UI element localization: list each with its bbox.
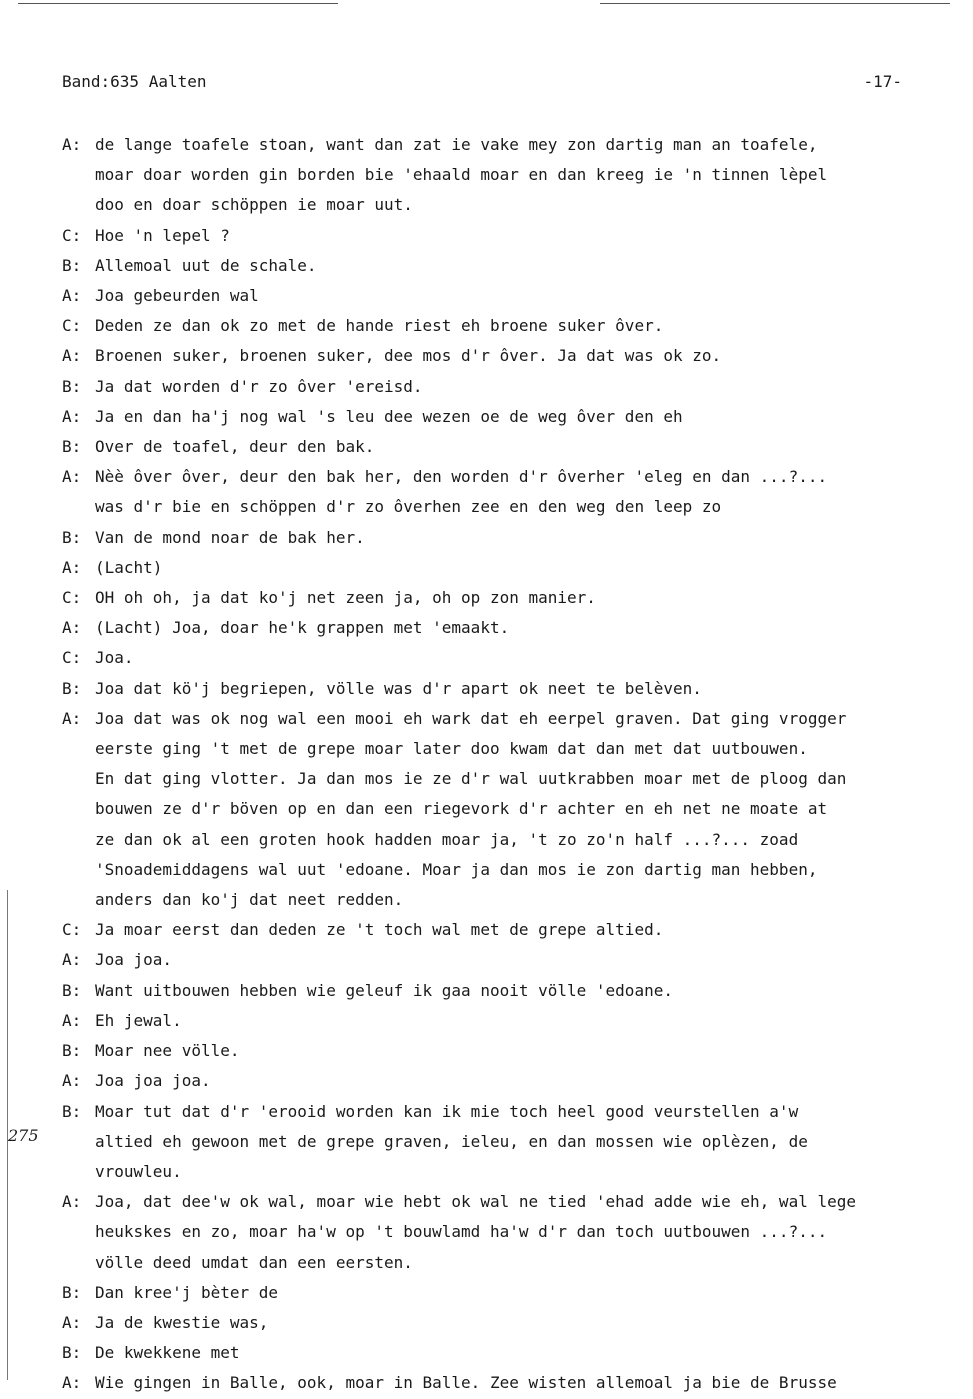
speaker-label: A: — [62, 135, 82, 154]
utterance-line: De kwekkene met — [95, 1343, 240, 1363]
utterance-line: Ja en dan ha'j nog wal 's leu dee wezen oe de weg ôver den eh — [95, 406, 683, 426]
utterance-line: Wie gingen in Balle, ook, moar in Balle. Zee wisten allemoal ja bie de Brusse — [95, 1373, 837, 1393]
dialogue-turn — [62, 1308, 962, 1338]
speaker-label: B: — [62, 376, 82, 396]
dialogue-turn — [62, 341, 962, 371]
dialogue-turn — [62, 402, 962, 432]
utterance-line: 'Snoademiddagens wal uut 'edoane. Moar ja dan mos ie zon dartig man hebben, — [95, 859, 818, 879]
top-rule-right — [600, 3, 950, 4]
dialogue-turn — [62, 221, 962, 251]
speaker-label: B: — [62, 1343, 82, 1363]
utterance-line: Joa joa. — [95, 950, 173, 970]
speaker-label: B: — [62, 980, 82, 1000]
utterance-line: Over de toafel, deur den bak. — [95, 437, 375, 457]
speaker-label: B: — [62, 678, 82, 698]
dialogue-turn — [62, 704, 962, 915]
utterance-line: En dat ging vlotter. Ja dan mos ie ze d'r wal uutkrabben moar met de ploog dan — [95, 769, 847, 789]
dialogue-turn — [62, 1338, 962, 1368]
dialogue-turn — [62, 1036, 962, 1066]
speaker-label: B: — [62, 1101, 82, 1121]
dialogue-turn — [62, 945, 962, 975]
utterance-line: Want uitbouwen hebben wie geleuf ik gaa nooit völle 'edoane. — [95, 980, 673, 1000]
speaker-label: C: — [62, 225, 82, 245]
speaker-label: A: — [62, 346, 82, 366]
dialogue-turn — [62, 1006, 962, 1036]
utterance-line: altied eh gewoon met de grepe graven, ieleu, en dan mossen wie oplèzen, de — [95, 1131, 808, 1151]
dialogue-turn — [62, 915, 962, 945]
header-title: Band:635 Aalten — [62, 72, 207, 91]
utterance-line: de lange toafele stoan, want dan zat ie vake mey zon dartig man an toafele, — [95, 135, 818, 154]
utterance-line: Broenen suker, broenen suker, dee mos d'r ôver. Ja dat was ok zo. — [95, 346, 722, 366]
dialogue-turn — [62, 1187, 962, 1278]
speaker-label: B: — [62, 437, 82, 457]
speaker-label: A: — [62, 708, 82, 728]
utterance-line: Deden ze dan ok zo met de hande riest eh broene suker ôver. — [95, 316, 664, 336]
utterance-line: Joa dat was ok nog wal een mooi eh wark dat eh eerpel graven. Dat ging vrogger — [95, 708, 847, 728]
dialogue-turn — [62, 583, 962, 613]
utterance-line: Joa gebeurden wal — [95, 286, 259, 306]
speaker-label: A: — [62, 406, 82, 426]
transcript — [62, 130, 962, 1399]
dialogue-turn — [62, 523, 962, 553]
dialogue-turn — [62, 251, 962, 281]
page-header — [62, 72, 952, 94]
dialogue-turn — [62, 976, 962, 1006]
dialogue-turn — [62, 462, 962, 522]
dialogue-turn — [62, 643, 962, 673]
speaker-label: A: — [62, 618, 82, 638]
speaker-label: A: — [62, 286, 82, 306]
utterance-line: Moar nee völle. — [95, 1041, 240, 1061]
page-number: -17- — [863, 72, 902, 91]
utterance-line: Dan kree'j bèter de — [95, 1282, 279, 1302]
utterance-line: Hoe 'n lepel ? — [95, 225, 230, 245]
utterance-line: ze dan ok al een groten hook hadden moar ja, 't zo zo'n half ...?... zoad — [95, 829, 799, 849]
utterance-line: (Lacht) — [95, 557, 163, 577]
utterance-line: bouwen ze d'r böven op en dan een riegevork d'r achter en eh net ne moate at — [95, 799, 828, 819]
speaker-label: A: — [62, 1373, 82, 1393]
speaker-label: C: — [62, 588, 82, 608]
dialogue-turn — [62, 281, 962, 311]
utterance-line: Ja dat worden d'r zo ôver 'ereisd. — [95, 376, 423, 396]
dialogue-turn — [62, 311, 962, 341]
dialogue-turn — [62, 1368, 962, 1398]
utterance-line: Joa, dat dee'w ok wal, moar wie hebt ok wal ne tied 'ehad adde wie eh, wal lege — [95, 1192, 856, 1212]
speaker-label: B: — [62, 527, 82, 547]
utterance-line: völle deed umdat dan een eersten. — [95, 1252, 413, 1272]
top-rule-left — [18, 3, 338, 4]
utterance-line: Van de mond noar de bak her. — [95, 527, 365, 547]
utterance-line: OH oh oh, ja dat ko'j net zeen ja, oh op zon manier. — [95, 588, 596, 608]
speaker-label: A: — [62, 1010, 82, 1030]
speaker-label: A: — [62, 467, 82, 487]
dialogue-turn — [62, 1066, 962, 1096]
utterance-line: anders dan ko'j dat neet redden. — [95, 890, 404, 910]
dialogue-turn — [62, 432, 962, 462]
utterance-line: Joa dat kö'j begriepen, völle was d'r apart ok neet te belèven. — [95, 678, 702, 698]
utterance-line: Joa. — [95, 648, 134, 668]
speaker-label: A: — [62, 1312, 82, 1332]
speaker-label: C: — [62, 316, 82, 336]
utterance-line: Nèè ôver ôver, deur den bak her, den worden d'r ôverher 'eleg en dan ...?... — [95, 467, 828, 487]
speaker-label: B: — [62, 255, 82, 275]
utterance-line: Joa joa joa. — [95, 1071, 211, 1091]
utterance-line: vrouwleu. — [95, 1161, 182, 1181]
speaker-label: C: — [62, 920, 82, 940]
speaker-label: A: — [62, 950, 82, 970]
utterance-line: Allemoal uut de schale. — [95, 255, 317, 275]
dialogue-turn — [62, 372, 962, 402]
margin-note: 275 — [8, 1126, 39, 1145]
dialogue-turn — [62, 1278, 962, 1308]
dialogue-turn — [62, 613, 962, 643]
utterance-line: (Lacht) Joa, doar he'k grappen met 'emaakt. — [95, 618, 510, 638]
utterance-line: moar doar worden gin borden bie 'ehaald moar en dan kreeg ie 'n tinnen lèpel — [95, 165, 828, 185]
utterance-line: Ja moar eerst dan deden ze 't toch wal met de grepe altied. — [95, 920, 664, 940]
utterance-line: Ja de kwestie was, — [95, 1312, 269, 1332]
utterance-line: doo en doar schöppen ie moar uut. — [95, 195, 413, 215]
speaker-label: A: — [62, 1192, 82, 1212]
utterance-line: eerste ging 't met de grepe moar later doo kwam dat dan met dat uutbouwen. — [95, 739, 808, 759]
speaker-label: A: — [62, 1071, 82, 1091]
utterance-line: Eh jewal. — [95, 1010, 182, 1030]
dialogue-turn — [62, 674, 962, 704]
dialogue-turn — [62, 553, 962, 583]
utterance-line: Moar tut dat d'r 'erooid worden kan ik mie toch heel good veurstellen a'w — [95, 1101, 799, 1121]
speaker-label: A: — [62, 557, 82, 577]
dialogue-turn — [62, 1097, 962, 1188]
speaker-label: B: — [62, 1282, 82, 1302]
utterance-line: heukskes en zo, moar ha'w op 't bouwlamd ha'w d'r dan toch uutbouwen ...?... — [95, 1222, 828, 1242]
speaker-label: B: — [62, 1041, 82, 1061]
speaker-label: C: — [62, 648, 82, 668]
utterance-line: was d'r bie en schöppen d'r zo ôverhen zee en den weg den leep zo — [95, 497, 722, 517]
dialogue-turn — [62, 130, 962, 221]
